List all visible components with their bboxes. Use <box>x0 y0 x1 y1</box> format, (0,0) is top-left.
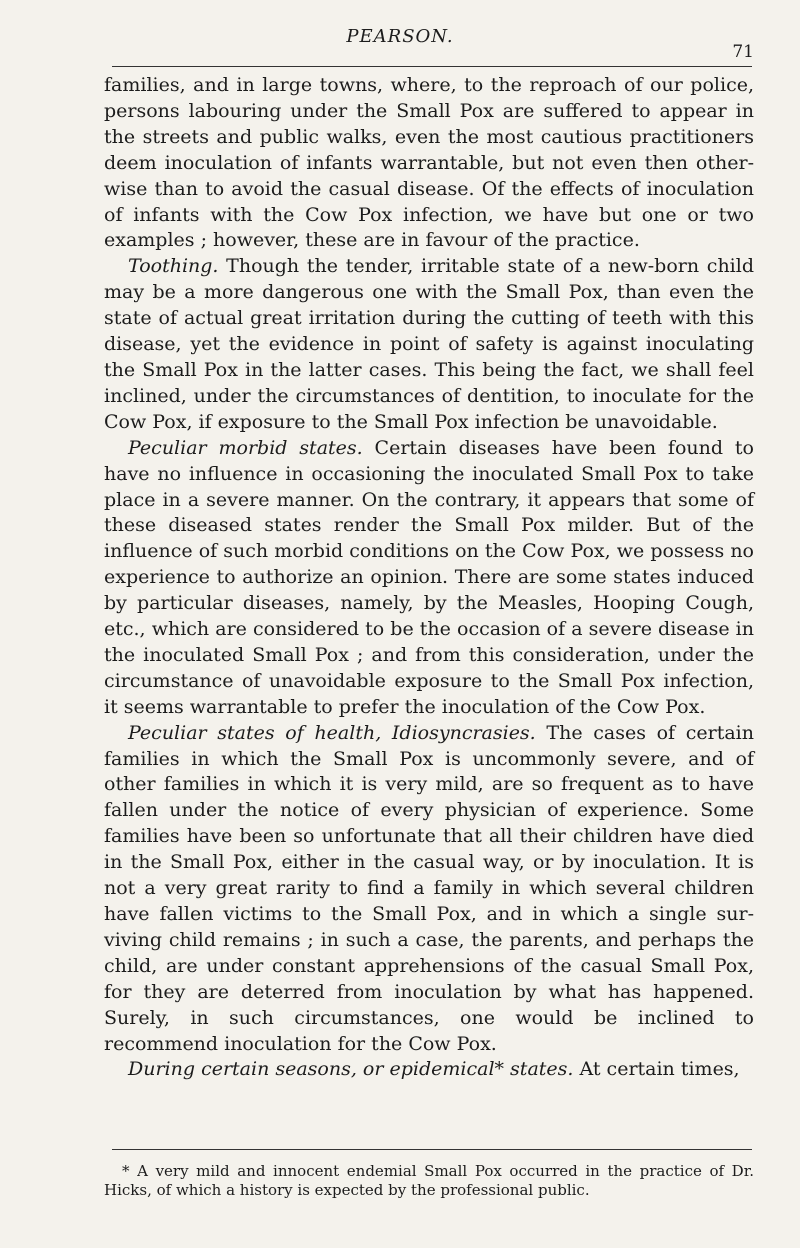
paragraph-morbid-states <box>104 436 754 721</box>
body-text <box>104 73 754 1083</box>
paragraph-text: At certain times, <box>573 1058 740 1081</box>
paragraph-toothing <box>104 254 754 435</box>
paragraph-lead: Peculiar states of health, Idiosyncrasies. <box>128 721 536 744</box>
paragraph-lead: Toothing. <box>128 255 219 278</box>
header-rule <box>112 66 752 67</box>
page-number: 71 <box>732 42 754 62</box>
paragraph-text: Though the tender, irritable state of a new-born child may be a more dangerous one with the Small Pox, than even the state of actual great irritation during the cutting of teeth with this disease, yet the evidence in point of safety is against inoculating the Small Pox in the latter cases. This being the fact, we shall feel inclined, under the circumstances of dentition, to inoculate for the Cow Pox, if exposure to the Small Pox infection be unavoidable. <box>104 255 754 433</box>
paragraph-idiosyncrasies <box>104 721 754 1058</box>
footnote: * A very mild and innocent endemial Small Pox occurred in the practice of Dr. Hicks, of which a history is expected by the professional public. <box>104 1162 754 1199</box>
paragraph-text: families, and in large towns, where, to the reproach of our police, persons labouring under the Small Pox are suffered to appear in the streets and public walks, even the most cautious practitioners deem inoculation of infants warrantable, but not even then otherwise than to avoid the casual disease. Of the effects of inoculation of infants with the Cow Pox infection, we have but one or two examples ; however, these are in favour of the practice. <box>104 74 754 252</box>
paragraph-seasons <box>104 1057 754 1083</box>
paragraph-text: Certain diseases have been found to have no influence in occasioning the inoculated Small Pox to take place in a severe manner. On the contrary, it appears that some of these diseased states render the Small Pox milder. But of the influence of such morbid conditions on the Cow Pox, we possess no experience to authorize an opinion. There are some states induced by particular diseases, namely, by the Measles, Hooping Cough, etc., which are considered to be the occasion of a severe disease in the inoculated Small Pox ; and from this consideration, under the circumstance of unavoidable exposure to the Small Pox infection, it seems warrantable to prefer the inoculation of the Cow Pox. <box>104 436 754 718</box>
paragraph-lead: Peculiar morbid states. <box>128 436 363 459</box>
paragraph-lead: During certain seasons, or epidemical* states. <box>128 1058 574 1081</box>
running-head: PEARSON. <box>346 26 454 47</box>
paragraph-continuation <box>104 73 754 254</box>
footnote-rule <box>112 1149 752 1150</box>
paragraph-text: The cases of certain families in which the Small Pox is uncommonly severe, and of other families in which it is very mild, are so frequent as to have fallen under the notice of every physician of experience. Some families have been so unfortunate that all their children have died in the Small Pox, either in the casual way, or by inoculation. It is not a very great rarity to find a family in which several children have fallen victims to the Small Pox, and in which a single surviving child remains ; in such a case, the parents, and perhaps the child, are under constant apprehensions of the casual Small Pox, for they are deterred from inoculation by what has happened. Surely, in such circumstances, one would be inclined to recommend inoculation for the Cow Pox. <box>104 721 754 1055</box>
